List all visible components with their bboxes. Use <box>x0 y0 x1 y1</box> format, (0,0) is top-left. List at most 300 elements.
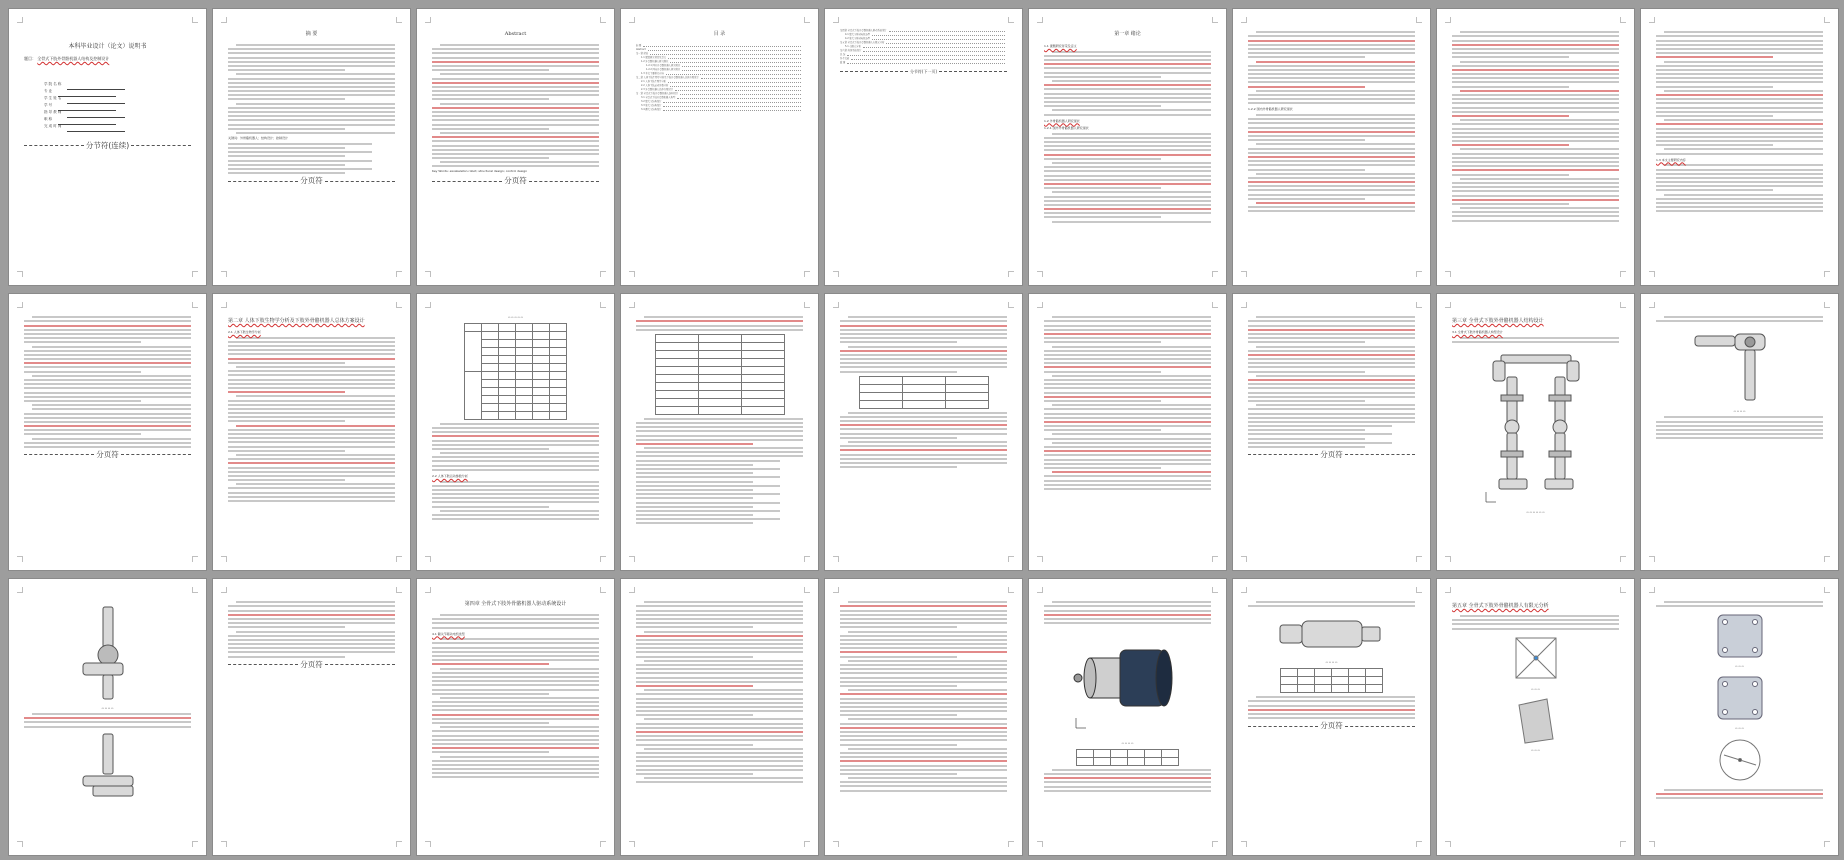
body-text <box>1452 337 1619 343</box>
text-line <box>228 433 395 435</box>
text-line <box>1044 354 1211 356</box>
text-line <box>1044 59 1211 61</box>
text-line <box>24 362 191 364</box>
motor-figure <box>1068 628 1188 738</box>
page-toc-1[interactable] <box>620 8 819 286</box>
page-formulas-1[interactable] <box>824 293 1023 571</box>
body-text <box>1248 601 1415 607</box>
body-text <box>1044 601 1211 624</box>
table-caption: ▭ ▭ ▭ ▭ ▭ <box>508 316 523 319</box>
text-line <box>1452 132 1619 134</box>
text-line <box>1044 101 1211 103</box>
text-line <box>432 427 599 429</box>
body-text <box>1248 425 1415 448</box>
body-text <box>228 337 395 502</box>
text-line <box>840 685 957 687</box>
text-line <box>1052 133 1211 135</box>
cover-field-line[interactable] <box>67 125 125 132</box>
page-ch4[interactable] <box>416 578 615 856</box>
text-line <box>1248 98 1415 100</box>
text-line <box>228 479 345 481</box>
text-line <box>1452 115 1569 117</box>
text-line <box>840 371 957 373</box>
text-line <box>1452 128 1619 130</box>
text-line <box>1256 202 1415 204</box>
page-ch5[interactable] <box>1436 578 1635 856</box>
text-line <box>228 605 395 607</box>
text-line <box>840 781 1007 783</box>
body-text <box>1656 601 1823 607</box>
text-line <box>1664 789 1823 791</box>
text-line <box>840 454 1007 456</box>
text-line <box>228 151 372 153</box>
toc-leader <box>666 74 801 75</box>
text-line <box>432 497 599 499</box>
text-line <box>228 172 345 174</box>
text-line <box>1248 73 1415 75</box>
page-ch1-cont-3[interactable] <box>1640 8 1839 286</box>
text-line <box>24 717 191 719</box>
text-line <box>1656 793 1823 795</box>
text-line <box>1248 400 1365 402</box>
text-line <box>636 706 803 708</box>
reducer-figure <box>1272 611 1392 657</box>
text-line <box>1452 86 1569 88</box>
text-line <box>1248 210 1415 212</box>
section-heading: 1.3 本文主要研究内容 <box>1656 157 1686 162</box>
text-line <box>228 90 395 92</box>
text-line <box>1044 76 1161 78</box>
text-line <box>1452 619 1619 621</box>
text-line <box>840 752 1007 754</box>
text-line <box>440 481 599 483</box>
text-line <box>636 651 803 653</box>
page-ch3[interactable] <box>1436 293 1635 571</box>
text-line <box>1044 350 1211 352</box>
page-cover[interactable] <box>8 8 207 286</box>
text-line <box>840 437 957 439</box>
page-figure-1[interactable] <box>1640 293 1839 571</box>
toc-leader <box>675 90 801 91</box>
text-line <box>432 456 599 458</box>
text-line <box>24 354 191 356</box>
text-line <box>1052 316 1211 318</box>
text-line <box>228 345 395 347</box>
text-line <box>1256 173 1415 175</box>
text-line <box>840 433 1007 435</box>
text-line <box>24 379 191 381</box>
text-line <box>32 408 191 410</box>
text-line <box>1248 320 1415 322</box>
text-line <box>1248 408 1415 410</box>
fea-model-figure <box>1506 634 1566 684</box>
text-line <box>840 672 1007 674</box>
text-line <box>432 622 599 624</box>
text-line <box>636 472 753 474</box>
text-line <box>1452 153 1619 155</box>
text-line <box>1044 366 1211 368</box>
text-line <box>1452 199 1619 201</box>
page-table-2[interactable] <box>620 293 819 571</box>
body-text <box>228 601 395 657</box>
text-line <box>1664 148 1823 150</box>
formula-block <box>636 460 803 525</box>
text-line <box>1452 215 1619 217</box>
text-line <box>644 418 803 420</box>
text-line <box>1248 206 1415 208</box>
body-text <box>1044 442 1211 490</box>
cover-title: 本科毕业设计（论文）说明书 <box>68 43 147 50</box>
page-motor-calc-2[interactable] <box>824 578 1023 856</box>
text-line <box>1044 145 1211 147</box>
text-line <box>236 73 395 75</box>
cover-field-line[interactable] <box>67 111 125 118</box>
toc-leader <box>889 31 1005 32</box>
toc-entry-label: 第二章 人体下肢生物学分析及下肢外骨骼机器人总体方案设计 <box>636 76 699 80</box>
crop-mark <box>192 17 198 23</box>
text-line <box>1044 400 1161 402</box>
cover-field-line[interactable] <box>67 97 125 104</box>
text-line <box>1052 80 1211 82</box>
toc-entry-label: 第四章 全骨式下肢外骨骼机器人驱动系统设计 <box>840 29 887 33</box>
text-line <box>432 153 599 155</box>
text-line <box>1452 140 1619 142</box>
text-line <box>432 518 599 520</box>
text-line <box>1664 164 1823 166</box>
text-line <box>228 618 395 620</box>
text-line <box>848 718 1007 720</box>
text-line <box>228 446 395 448</box>
text-line <box>228 353 395 355</box>
text-line <box>432 140 599 142</box>
text-line <box>1248 135 1415 137</box>
body-text <box>432 44 599 167</box>
cover-topic-label: 题目： <box>24 55 36 61</box>
data-table <box>1280 668 1383 693</box>
toc-list <box>840 29 1007 65</box>
text-line <box>636 506 753 508</box>
text-line <box>24 413 191 415</box>
text-line <box>840 618 1007 620</box>
text-line <box>1044 371 1161 373</box>
text-line <box>636 647 803 649</box>
text-line <box>636 435 803 437</box>
body-text <box>432 423 599 471</box>
text-line <box>432 659 599 661</box>
text-line <box>1248 354 1415 356</box>
page-ch1[interactable] <box>1028 8 1227 286</box>
text-line <box>636 325 803 327</box>
text-line <box>840 350 1007 352</box>
text-line <box>228 450 345 452</box>
text-line <box>440 614 599 616</box>
page-break-marker <box>1248 721 1415 731</box>
text-line <box>636 668 803 670</box>
text-line <box>1248 94 1415 96</box>
knee-joint-figure <box>53 603 163 703</box>
text-line <box>636 731 803 733</box>
text-line <box>1248 69 1415 71</box>
page-motor-calc-1[interactable] <box>620 578 819 856</box>
page-ch2-end[interactable] <box>1232 293 1431 571</box>
section-break-marker <box>24 140 191 150</box>
text-line <box>1656 123 1823 125</box>
page-break-marker <box>24 450 191 459</box>
text-line <box>228 115 395 117</box>
text-line <box>1044 166 1211 168</box>
text-line <box>440 756 599 758</box>
text-line <box>432 709 599 711</box>
text-line <box>32 713 191 715</box>
toc-entry-label: 总 结 <box>840 53 846 57</box>
text-line <box>636 605 803 607</box>
cover-field-line[interactable] <box>58 104 116 111</box>
text-line <box>1656 153 1823 155</box>
text-line <box>24 329 191 331</box>
cover-field <box>44 104 191 111</box>
text-line <box>228 82 395 84</box>
text-line <box>432 52 599 54</box>
text-line <box>1044 212 1211 214</box>
text-line <box>1656 48 1823 50</box>
text-line <box>840 424 1007 426</box>
toc-entry-label: 第三章 全骨式下肢外骨骼机器人结构设计 <box>636 92 679 96</box>
text-line <box>1248 194 1415 196</box>
text-line <box>1656 94 1823 96</box>
text-line <box>1044 183 1211 185</box>
page-plate-figures[interactable] <box>1640 578 1839 856</box>
text-line <box>228 458 395 460</box>
text-line <box>228 647 395 649</box>
text-line <box>432 57 599 59</box>
toc-entry-label: 参考文献 <box>840 57 850 61</box>
text-line <box>228 143 372 145</box>
text-line <box>228 124 395 126</box>
text-line <box>644 316 803 318</box>
text-line <box>636 626 753 628</box>
text-line <box>1452 211 1619 213</box>
text-line <box>1044 463 1211 465</box>
text-line <box>228 651 395 653</box>
text-line <box>1256 31 1415 33</box>
text-line <box>432 672 599 674</box>
text-line <box>432 469 599 471</box>
hip-joint-figure <box>1685 326 1795 406</box>
page-table-1[interactable] <box>416 293 615 571</box>
text-line <box>24 383 191 385</box>
text-line <box>432 69 549 71</box>
page-break-marker <box>1248 450 1415 459</box>
text-line <box>1248 52 1415 54</box>
text-line <box>840 320 1007 322</box>
text-line <box>432 760 599 762</box>
toc-title: 目 录 <box>713 31 726 37</box>
text-line <box>840 614 1007 616</box>
text-line <box>1044 396 1211 398</box>
text-line <box>1452 44 1619 46</box>
toc-entry-label: 第一章 绪论 <box>636 52 649 56</box>
text-line <box>228 475 395 477</box>
page-ch1-end[interactable] <box>8 293 207 571</box>
text-line <box>636 439 803 441</box>
text-line <box>228 492 395 494</box>
text-line <box>1044 383 1211 385</box>
toc-leader <box>650 54 801 55</box>
text-line <box>1044 93 1211 95</box>
text-line <box>1664 194 1823 196</box>
cover-field <box>44 97 191 104</box>
text-line <box>32 375 191 377</box>
page-zh-abstract[interactable] <box>212 8 411 286</box>
toc-entry[interactable] <box>636 108 803 112</box>
text-line <box>228 387 395 389</box>
mount-plate-figure <box>1710 673 1770 723</box>
text-line <box>636 723 803 725</box>
text-line <box>1248 705 1415 707</box>
toc-entry-label: 4.2 膝关节驱动电机选型 <box>845 37 871 41</box>
text-line <box>1656 81 1823 83</box>
text-line <box>24 446 191 448</box>
text-line <box>228 164 345 166</box>
text-line <box>840 333 1007 335</box>
text-line <box>840 710 1007 712</box>
text-line <box>1248 127 1415 129</box>
page-reducer[interactable] <box>1232 578 1431 856</box>
text-line <box>1656 181 1823 183</box>
text-line <box>432 730 599 732</box>
text-line <box>1452 161 1619 163</box>
text-line <box>1044 484 1211 486</box>
text-line <box>636 430 803 432</box>
text-line <box>1664 61 1823 63</box>
page-figure-2[interactable] <box>8 578 207 856</box>
page-formulas-2[interactable] <box>1028 293 1227 571</box>
body-text <box>1656 164 1823 212</box>
toc-entry-label: 3.3 膝关节结构设计 <box>641 104 662 108</box>
text-line <box>840 362 1007 364</box>
text-line <box>636 493 780 495</box>
text-line <box>1248 429 1365 431</box>
text-line <box>840 735 1007 737</box>
page-ch2[interactable] <box>212 293 411 571</box>
text-line <box>432 739 599 741</box>
text-line <box>1044 333 1211 335</box>
cover-field-label: 学 号 <box>44 102 53 107</box>
text-line <box>1452 56 1569 58</box>
text-line <box>1248 417 1415 419</box>
text-line <box>840 354 1007 356</box>
text-line <box>840 773 957 775</box>
text-line <box>1052 51 1211 53</box>
text-line <box>1256 375 1415 377</box>
text-line <box>432 460 599 462</box>
text-line <box>840 358 1007 360</box>
plate-figure <box>1511 695 1561 745</box>
page-ch1-cont-1[interactable] <box>1232 8 1431 286</box>
text-line <box>32 346 191 348</box>
text-line <box>24 442 191 444</box>
body-text <box>636 601 803 783</box>
cover-field-line[interactable] <box>58 118 116 125</box>
figure-caption: ▭ ▭ ▭ ▭ ▭ ▭ <box>1526 510 1545 514</box>
text-line <box>1452 94 1619 96</box>
text-line <box>432 655 599 657</box>
text-line <box>440 697 599 699</box>
text-line <box>1044 170 1211 172</box>
text-line <box>840 416 1007 418</box>
text-line <box>432 764 599 766</box>
text-line <box>1256 696 1415 698</box>
text-line <box>1248 131 1415 133</box>
text-line <box>636 443 753 445</box>
page-motor-figure[interactable] <box>1028 578 1227 856</box>
text-line <box>644 631 803 633</box>
page-toc-2[interactable] <box>824 8 1023 286</box>
text-line <box>228 341 395 343</box>
text-line <box>432 145 599 147</box>
text-line <box>636 677 803 679</box>
text-line <box>840 445 1007 447</box>
text-line <box>636 693 803 695</box>
cover-field-line[interactable] <box>67 83 125 90</box>
text-line <box>228 383 395 385</box>
text-line <box>840 605 1007 607</box>
body-text <box>1044 769 1211 792</box>
text-line <box>636 451 803 453</box>
text-line <box>1248 48 1415 50</box>
toc-entry[interactable] <box>840 61 1007 65</box>
text-line <box>636 744 753 746</box>
text-line <box>228 168 372 170</box>
cover-field-line[interactable] <box>58 90 116 97</box>
text-line <box>840 714 957 716</box>
text-line <box>432 705 599 707</box>
toc-leader <box>872 39 1005 40</box>
body-text <box>432 614 599 629</box>
text-line <box>840 647 1007 649</box>
text-line <box>1052 162 1211 164</box>
text-line <box>636 681 803 683</box>
page-ch3-end[interactable] <box>212 578 411 856</box>
text-line <box>644 660 803 662</box>
text-line <box>636 481 753 483</box>
cover-field <box>44 111 191 118</box>
page-en-abstract[interactable] <box>416 8 615 286</box>
ankle-joint-figure <box>53 732 163 802</box>
text-line <box>636 522 753 524</box>
figure-caption: ▭ ▭ ▭ <box>1531 749 1540 753</box>
text-line <box>432 157 549 159</box>
cover-topic-text: 全骨式下肢外骨骼机器人结构及控制设计 <box>37 55 110 61</box>
text-line <box>24 400 141 402</box>
text-line <box>1656 189 1773 191</box>
text-line <box>432 776 599 778</box>
text-line <box>1656 56 1773 58</box>
section-heading: 4.1 髋关节驱动电机选型 <box>432 631 465 636</box>
toc-leader <box>663 110 801 111</box>
body-text <box>1044 51 1211 116</box>
page-ch1-cont-2[interactable] <box>1436 8 1635 286</box>
text-line <box>1256 143 1415 145</box>
text-line <box>1248 185 1415 187</box>
text-line <box>1044 358 1211 360</box>
text-line <box>1044 421 1211 423</box>
text-line <box>848 777 1007 779</box>
text-line <box>1044 325 1211 327</box>
text-line <box>644 718 803 720</box>
text-line <box>432 772 599 774</box>
toc-entry-label: 致 谢 <box>840 61 846 65</box>
